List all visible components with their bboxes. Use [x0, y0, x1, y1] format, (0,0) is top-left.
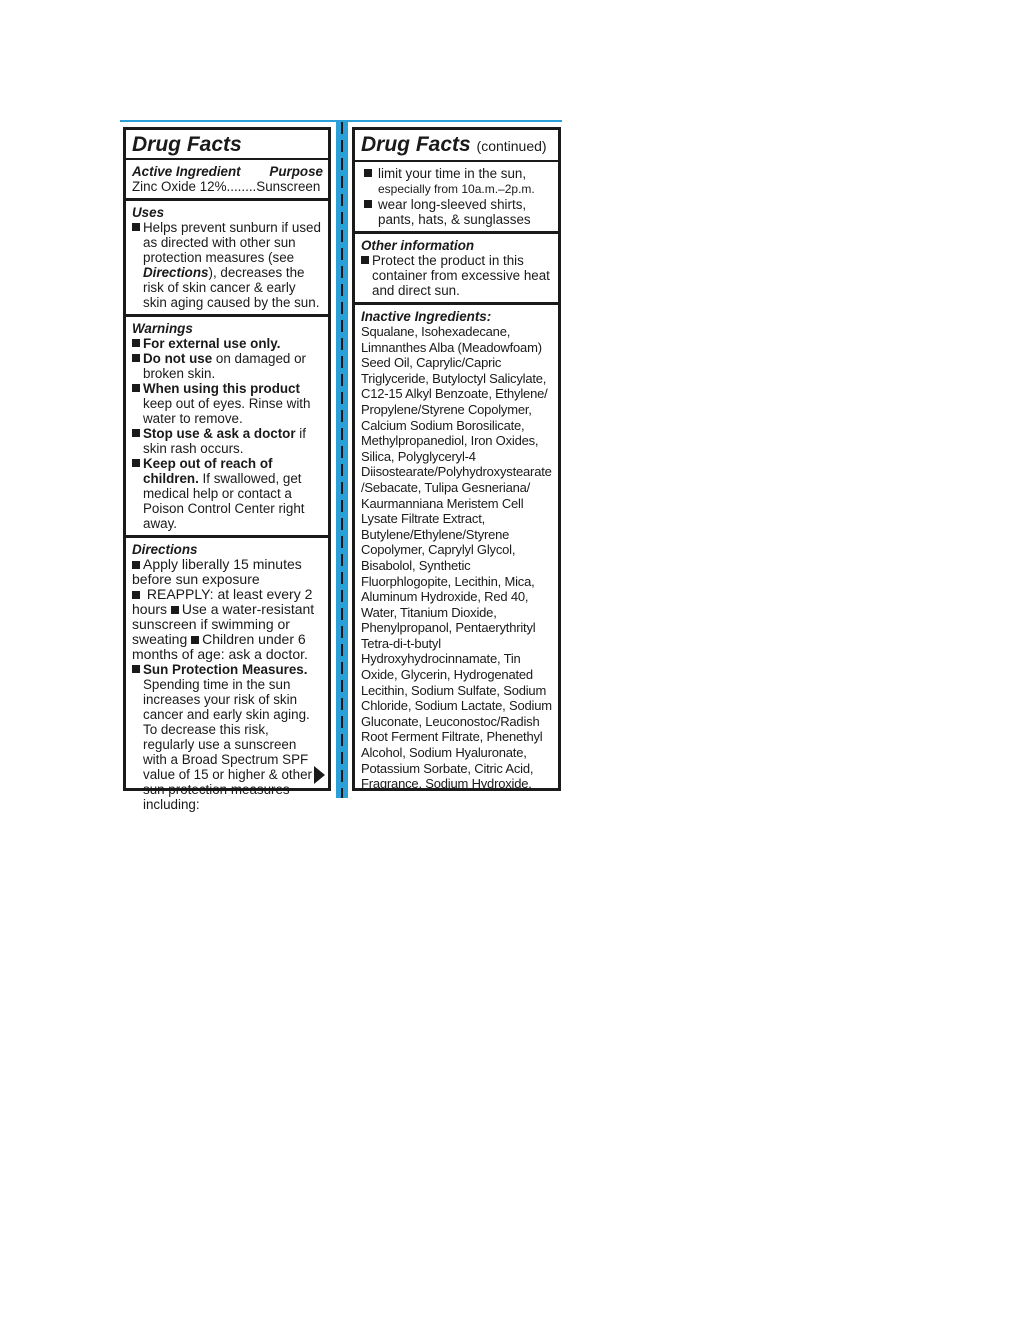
warning-text: if skin rash occurs. — [143, 426, 306, 456]
bullet-square-icon — [364, 169, 372, 177]
warning-item — [132, 381, 323, 426]
bullet-square-icon — [171, 606, 179, 614]
uses-heading: Uses — [132, 205, 165, 220]
inactive-ingredients-text: Squalane, Isohexadecane, Limnanthes Alba (Meadowfoam) Seed Oil, Caprylic/Capric Triglyceride, Butyloctyl Salicylate, C12-15 Alkyl Benzoate, Ethylene/ Propylene/Styrene Copolymer, Calcium Sodium Borosilicate, Methylpropanediol, Iron Oxides, Silica, Polyglyceryl-4 Diisostearate/Polyhydroxystearate /Sebacate, Tulipa Gesneriana/ Kaurmanniana Meristem Cell Lysate Filtrate Extract, Butylene/Ethylene/Styrene Copolymer, Caprylyl Glycol, Bisabolol, Synthetic Fluorphlogopite, Lecithin, Mica, Aluminum Hydroxide, Red 40, Water, Titanium Dioxide, Phenylpropanol, Pentaerythrityl Tetra-di-t-butyl Hydroxyhydrocinnamate, Tin Oxide, Glycerin, Hydrogenated Lecithin, Sodium Sulfate, Sodium Chloride, Sodium Lactate, Sodium Gluconate, Leuconostoc/Radish Root Ferment Filtrate, Phenethyl Alcohol, Sodium Hyaluronate, Potassium Sorbate, Citric Acid, Fragrance, Sodium Hydroxide. — [361, 324, 552, 792]
protection-hours: especially from 10a.m.–2p.m. — [378, 182, 535, 196]
protection-item — [364, 197, 553, 227]
warning-item — [132, 426, 323, 456]
inactive-ingredients-section — [355, 302, 558, 796]
other-information-heading: Other information — [361, 238, 475, 253]
inactive-ingredients-heading: Inactive Ingredients: — [361, 309, 492, 324]
warning-do-not-use: Do not use — [143, 351, 213, 366]
warning-item — [132, 351, 323, 381]
uses-section — [126, 198, 328, 314]
directions-heading: Directions — [132, 542, 198, 557]
protection-item — [364, 166, 553, 197]
active-ingredient-line: Zinc Oxide 12%........Sunscreen — [132, 179, 321, 194]
protection-limit-time: limit your time in the sun, — [378, 166, 527, 181]
sun-protection-text: Spending time in the sun increases your risk of skin cancer and early skin aging. To decrease this risk, regularly use a sunscreen with a Broad Spectrum SPF value of 15 or higher & other sun protection measures including: — [143, 677, 312, 812]
warning-item — [132, 336, 323, 351]
drug-facts-panel-left — [123, 127, 331, 812]
sun-protection-heading: Sun Protection Measures. — [143, 662, 308, 677]
panel-title-continued — [355, 130, 558, 162]
blue-fold-strip — [336, 122, 348, 798]
warnings-section — [126, 314, 328, 535]
continue-arrow-icon — [314, 766, 325, 784]
bullet-square-icon — [132, 665, 140, 673]
sun-protection-continued — [355, 162, 558, 231]
directions-section — [126, 535, 328, 816]
direction-apply: Apply liberally 15 minutes before sun exposure — [132, 556, 302, 587]
uses-text-a: Helps prevent sunburn if used as directed with other sun protection measures (see — [143, 220, 321, 265]
purpose-heading: Purpose — [269, 164, 323, 179]
warning-when-using: When using this product — [143, 381, 300, 396]
bullet-square-icon — [132, 561, 140, 569]
drug-facts-panel-right — [352, 127, 561, 791]
bullet-square-icon — [132, 459, 140, 467]
bullet-square-icon — [364, 200, 372, 208]
other-information-text: Protect the product in this container from excessive heat and direct sun. — [372, 253, 550, 298]
warning-text: If swallowed, get medical help or contact a Poison Control Center right away. — [143, 471, 305, 531]
bullet-square-icon — [361, 256, 369, 264]
protection-clothing: wear long-sleeved shirts, pants, hats, & sunglasses — [378, 197, 531, 227]
warning-keep-out-of-reach: Keep out of reach of children. — [143, 456, 273, 486]
direction-water-resistant: Use a water-resistant sunscreen if swimming or sweating — [132, 601, 315, 647]
bullet-square-icon — [132, 591, 140, 599]
bullet-square-icon — [132, 384, 140, 392]
direction-children: Children under 6 months of age: ask a doctor. — [132, 631, 308, 662]
bullet-square-icon — [132, 339, 140, 347]
warnings-heading: Warnings — [132, 321, 193, 336]
warning-stop-use: Stop use & ask a doctor — [143, 426, 296, 441]
warning-external-use: For external use only. — [143, 336, 281, 351]
directions-text — [132, 557, 323, 662]
panel-title-text: Drug Facts — [361, 133, 471, 156]
panel-title: Drug Facts — [126, 130, 328, 160]
direction-reapply: REAPPLY: at least every 2 hours — [132, 586, 313, 617]
bullet-square-icon — [191, 636, 199, 644]
bullet-square-icon — [132, 223, 140, 231]
warning-item — [132, 456, 323, 531]
warning-text: keep out of eyes. Rinse with water to remove. — [143, 396, 311, 426]
other-information-section — [355, 231, 558, 302]
active-ingredient-section — [126, 160, 328, 198]
bullet-square-icon — [132, 354, 140, 362]
uses-text-b: ), decreases the risk of skin cancer & early skin aging caused by the sun. — [143, 265, 320, 310]
active-ingredient-heading: Active Ingredient — [132, 164, 241, 179]
uses-directions-ref: Directions — [143, 265, 209, 280]
warning-text: on damaged or broken skin. — [143, 351, 306, 381]
bullet-square-icon — [132, 429, 140, 437]
other-information-item — [361, 253, 553, 298]
sun-protection-item — [132, 662, 323, 812]
uses-item — [132, 220, 323, 310]
continued-label: (continued) — [476, 138, 547, 154]
